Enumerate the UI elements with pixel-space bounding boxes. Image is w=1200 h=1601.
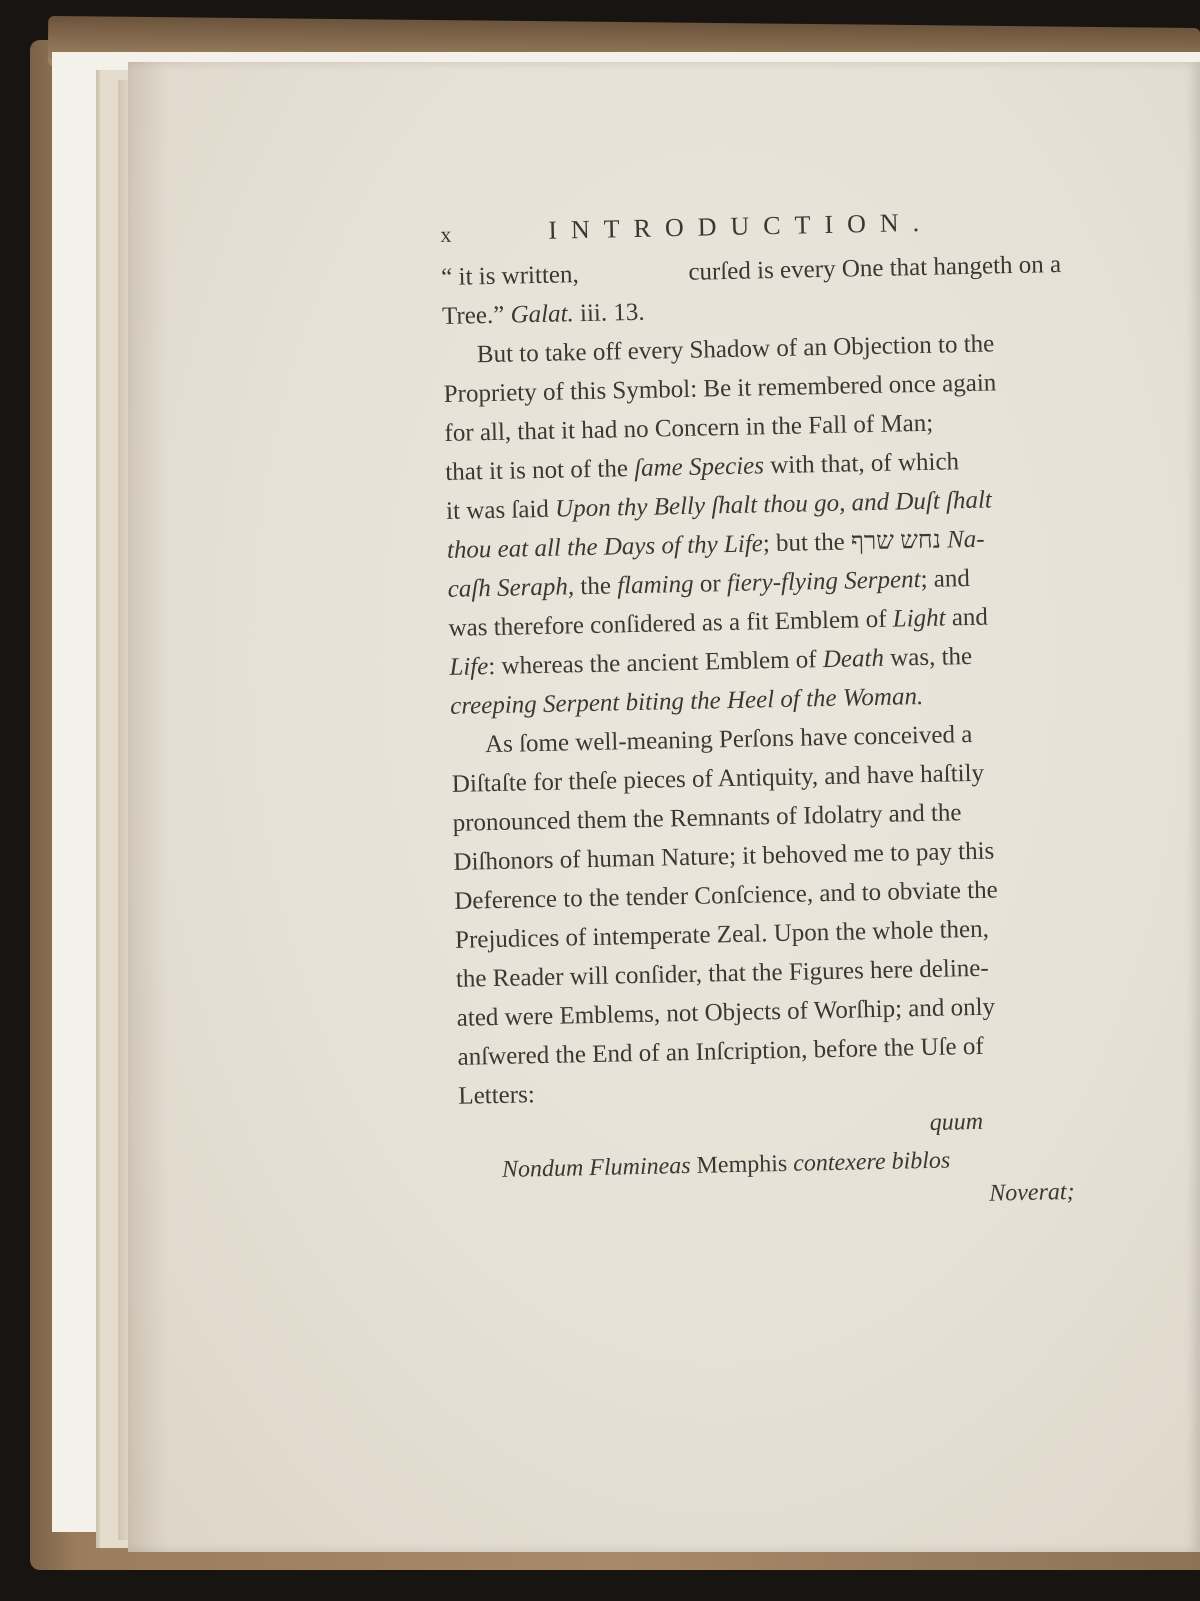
text-span: But to take off every Shadow of an Objection to the [476,330,995,369]
verse-text: contexere biblos [792,1147,951,1177]
text-span: the [573,572,618,601]
italic-phrase: creeping Serpent biting the Heel of the Woman. [449,682,924,720]
italic-phrase: flaming [616,570,694,600]
text-span: Tree.” [441,301,511,330]
folio-number: x [440,221,452,247]
verse-text: Noverat; [988,1178,1075,1207]
text-span: or [693,570,728,598]
citation: Galat. [510,300,575,329]
text-span: ated were Emblems, not Objects of Worſhip; and only [456,993,996,1032]
text-span: that it is not of the [445,454,635,486]
text-span: : whereas the ancient Emblem of [488,646,824,681]
text-span: with that, of which [763,448,960,480]
italic-phrase: Upon thy Belly ſhalt thou go, and Duſt ſhalt [554,486,993,523]
text-span: ; and [920,564,971,594]
text-span: Prejudices of intemperate Zeal. Upon the whole then, [454,915,990,954]
text-span: anſwered the End of an Inſcription, before the Uſe of [457,1032,984,1071]
text-span: As ſome well-meaning Perſons have conceived a [484,720,973,759]
text-span: it was ſaid [445,495,556,525]
text-span: Propriety of this Symbol: Be it remembered once again [443,369,997,408]
italic-phrase: Na- [946,525,985,554]
text-span: was, the [883,642,973,672]
text-span: iii. 13. [573,298,645,328]
italic-phrase: thou eat all the Days of thy Life [446,530,764,564]
text-span: pronounced them the Remnants of Idolatry and the [452,799,962,837]
italic-phrase: caſh Seraph, [447,573,575,603]
italic-phrase: ſame Species [633,452,765,482]
text-span: Deference to the tender Conſcience, and to obviate the [454,876,998,915]
text-span: curſed is every One that hangeth on a [688,251,1062,286]
verse-text: Memphis [696,1150,788,1179]
text-span: was therefore conſidered as a fit Emblem of [448,605,894,642]
text-span: Diſtaſte for theſe pieces of Antiquity, and have haſtily [451,759,985,798]
running-head: INTRODUCTION. [547,207,934,245]
gutter-shadow [128,62,168,1552]
page-text [440,205,1081,1222]
text-span: Letters: [458,1081,536,1110]
text-span: for all, that it had no Concern in the Fall of Man; [444,409,934,447]
text-span: the Reader will conſider, that the Figures here deline- [455,954,989,993]
italic-phrase: Light [892,604,946,633]
italic-phrase: fiery-flying Serpent [726,566,921,598]
verse-text: quum [929,1108,984,1136]
text-span: and [945,603,989,632]
hebrew-phrase: ; but the נחש שרף [762,526,948,558]
text-span: Diſhonors of human Nature; it behoved me to pay this [453,837,995,876]
text-span: “ it is written, [440,261,579,291]
italic-phrase: Life [449,653,489,681]
italic-phrase: Death [822,644,885,674]
verse-text: Nondum Flumineas [501,1152,691,1183]
